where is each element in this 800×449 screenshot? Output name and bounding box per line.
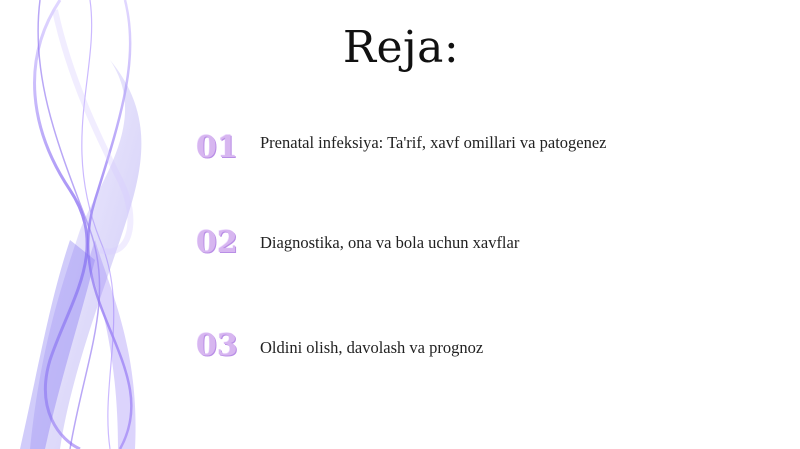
agenda-text: Oldini olish, davolash va prognoz [260, 338, 484, 357]
agenda-number: 01 [196, 130, 238, 165]
slide-title: Reja: [342, 22, 460, 73]
agenda-item-3 [196, 328, 756, 378]
agenda-text: Prenatal infeksiya: Ta'rif, xavf omillari va patogenez [260, 133, 607, 152]
agenda-item-2 [196, 225, 756, 275]
agenda-item-1 [196, 130, 756, 180]
agenda-number: 02 [196, 225, 238, 260]
agenda-text: Diagnostika, ona va bola uchun xavflar [260, 233, 520, 252]
agenda-number: 03 [196, 328, 238, 363]
